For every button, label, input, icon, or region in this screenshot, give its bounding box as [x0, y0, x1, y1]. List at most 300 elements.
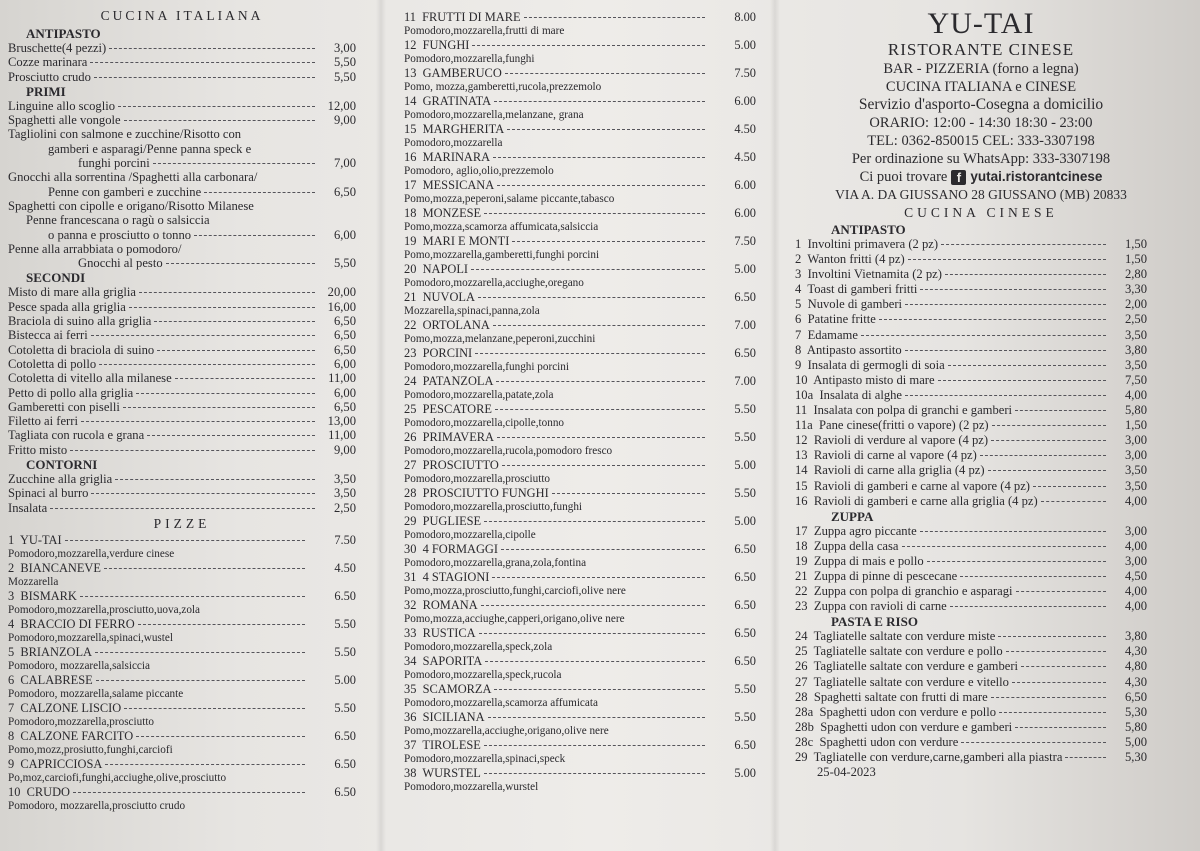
item-price: 2,50: [333, 500, 356, 515]
item-price: 5.00: [734, 38, 756, 52]
item-number: 26: [404, 430, 417, 444]
item-price: 6.50: [734, 654, 756, 668]
item-price: 5.50: [734, 402, 756, 416]
item-number: 14: [404, 94, 417, 108]
item-price: 5.50: [734, 486, 756, 500]
pizza-item: [404, 402, 756, 430]
pizza-ingredients: Mozzarella: [8, 575, 59, 588]
item-name: Spinaci al burro: [8, 486, 89, 501]
item-number: 38: [404, 766, 417, 780]
menu-item: [404, 402, 756, 416]
pizza-item: [404, 290, 756, 318]
item-price: 3,80: [1124, 629, 1147, 644]
item-name: Antipasto misto di mare: [813, 372, 935, 387]
item-price: 6.00: [734, 206, 756, 220]
item-number: 9: [795, 357, 802, 372]
contorni-list: [8, 472, 356, 515]
item-name: Zuppa agro piccante: [813, 523, 917, 538]
menu-item: [795, 282, 1147, 297]
item-price: 3,00: [333, 41, 356, 55]
restaurant-header: [795, 8, 1147, 204]
item-price: 5.00: [734, 766, 756, 780]
item-name: Prosciutto crudo: [8, 69, 91, 84]
item-name: Insalata con polpa di granchi e gamberi: [813, 403, 1013, 418]
primi-heading: PRIMI: [26, 83, 66, 99]
menu-item: [795, 403, 1147, 418]
item-number: 23: [795, 599, 808, 614]
item-number: 10a: [795, 387, 814, 402]
primi-group4-line1: Penne alla arrabbiata o pomodoro/: [8, 241, 182, 256]
menu-item: [404, 458, 756, 472]
chinese-column: [795, 8, 1147, 779]
item-name: Edamame: [807, 327, 858, 342]
menu-item: [8, 386, 356, 400]
primi-group1-line2: gamberi e asparagi/Penne panna speck e: [48, 141, 252, 156]
menu-item: [8, 99, 356, 113]
item-price: 4.50: [334, 560, 356, 575]
menu-item: [8, 41, 356, 55]
item-name: Filetto ai ferri: [8, 414, 78, 429]
item-name: Ravioli di gamberi e carne al vapore (4 pz): [813, 478, 1030, 493]
menu-item: [8, 55, 356, 69]
menu-item: [795, 358, 1147, 373]
item-number: 6: [8, 672, 15, 687]
item-name: Patatine fritte: [807, 312, 876, 327]
item-price: 6,00: [333, 356, 356, 371]
item-number: 24: [404, 374, 417, 388]
primi-list: [8, 99, 356, 128]
item-name: SICILIANA: [422, 710, 485, 724]
item-price: 4,00: [1124, 493, 1147, 508]
item-name: Petto di pollo alla griglia: [8, 385, 134, 400]
pizza-item: [404, 66, 756, 94]
item-name: MARINARA: [422, 150, 491, 164]
item-name: RUSTICA: [422, 626, 476, 640]
menu-item: [404, 10, 756, 24]
menu-item: [795, 659, 1147, 674]
item-name: MESSICANA: [422, 178, 495, 192]
item-number: 21: [404, 290, 417, 304]
whatsapp-line: Per ordinazione su WhatsApp: 333-3307198: [851, 151, 1111, 167]
item-number: 25: [795, 644, 808, 659]
menu-item: [8, 343, 356, 357]
pizza-ingredients: Pomodoro,mozzarella: [404, 137, 503, 149]
menu-item: [795, 448, 1147, 463]
item-price: 4,00: [1124, 387, 1147, 402]
pizza-item: [404, 178, 756, 206]
zuppa-heading: ZUPPA: [831, 508, 874, 524]
pizza-ingredients: Pomodoro,mozzarella,acciughe,oregano: [404, 277, 584, 289]
menu-item: [8, 486, 356, 500]
item-price: 3,00: [1124, 523, 1147, 538]
item-price: 5,30: [1124, 750, 1147, 764]
item-price: 3,50: [1124, 478, 1147, 493]
item-price: 8.00: [734, 10, 756, 24]
menu-item: [404, 346, 756, 360]
item-price: 4,50: [1124, 568, 1147, 583]
item-price: 7.50: [734, 234, 756, 248]
pizza-item: [404, 654, 756, 682]
item-name: PATANZOLA: [422, 374, 494, 388]
pizza-ingredients: Pomodoro,mozzarella,frutti di mare: [404, 25, 565, 37]
item-name: Linguine allo scoglio: [8, 98, 116, 113]
item-price: 5.00: [734, 458, 756, 472]
item-price: 7.50: [734, 66, 756, 80]
pizza-item: [8, 617, 356, 645]
menu-item: [404, 766, 756, 780]
menu-item: [8, 501, 356, 515]
pizza-ingredients: Pomo,mozza,melanzane,peperoni,zucchini: [404, 333, 596, 345]
menu-item: [8, 70, 356, 84]
item-price: 6.50: [334, 784, 356, 799]
header-line: CUCINA ITALIANA e CINESE: [885, 79, 1077, 95]
pizza-item: [404, 458, 756, 486]
item-name: CALZONE FARCITO: [20, 728, 134, 743]
item-number: 17: [795, 523, 808, 538]
item-number: 32: [404, 598, 417, 612]
item-name: Tagliatelle saltate con verdure e vitello: [813, 674, 1009, 689]
item-price: 6.50: [734, 626, 756, 640]
item-name: ROMANA: [422, 598, 478, 612]
menu-item: [8, 617, 356, 631]
item-price: 7.00: [734, 318, 756, 332]
service-line: Servizio d'asporto-Cosegna a domicilio: [858, 96, 1104, 113]
pizza-ingredients: Pomo,mozza,scamorza affumicata,salsiccia: [404, 221, 599, 233]
pizza-item: [8, 561, 356, 589]
menu-item: [404, 514, 756, 528]
item-price: 5.00: [334, 672, 356, 687]
pizza-ingredients: Pomodoro,mozzarella,cipolle: [404, 529, 536, 541]
pizza-ingredients: Pomodoro,mozzarella,verdure cinese: [8, 547, 175, 560]
item-price: 4,80: [1124, 659, 1147, 674]
pizza-ingredients: Pomo,mozz,prosiutto,funghi,carciofi: [8, 743, 173, 756]
item-name: Spaghetti udon con verdure: [819, 734, 959, 749]
pizza-ingredients: Pomodoro,mozzarella,speck,zola: [404, 641, 553, 653]
menu-item: [8, 757, 356, 771]
item-name: Zuppa con ravioli di carne: [813, 599, 947, 614]
item-name: Misto di mare alla griglia: [8, 285, 137, 300]
item-name: FUNGHI: [422, 38, 470, 52]
item-number: 19: [404, 234, 417, 248]
facebook-handle[interactable]: yutai.ristorantcinese: [970, 169, 1103, 184]
menu-item: [404, 430, 756, 444]
antipasto-list: [8, 41, 356, 84]
pizza-item: [404, 682, 756, 710]
item-name: Tagliatelle saltate con verdure miste: [813, 629, 996, 644]
item-number: 7: [795, 327, 802, 342]
item-number: 33: [404, 626, 417, 640]
item-name: NUVOLA: [422, 290, 475, 304]
item-price: 1,50: [1124, 252, 1147, 267]
menu-item: [404, 94, 756, 108]
item-price: 5.50: [334, 616, 356, 631]
pizza-ingredients: Pomodoro,mozzarella,rucola,pomodoro fresco: [404, 445, 613, 457]
antipasto-heading: ANTIPASTO: [831, 222, 906, 237]
item-price: 4,00: [1124, 538, 1147, 553]
item-number: 29: [795, 750, 808, 764]
menu-item: [404, 290, 756, 304]
item-number: 8: [8, 728, 15, 743]
item-number: 35: [404, 682, 417, 696]
facebook-icon: f: [951, 170, 966, 185]
pizza-ingredients: Pomodoro,mozzarella,patate,zola: [404, 389, 554, 401]
item-number: 5: [795, 297, 802, 312]
item-name: Wanton fritti (4 pz): [807, 252, 905, 267]
antipasto-heading: ANTIPASTO: [26, 26, 101, 41]
menu-item: [8, 400, 356, 414]
item-price: 5,00: [1124, 734, 1147, 749]
item-name: Nuvole di gamberi: [807, 297, 903, 312]
menu-item: [795, 418, 1147, 433]
menu-item: [795, 312, 1147, 327]
item-number: 13: [404, 66, 417, 80]
pizza-ingredients: Pomodoro,mozzarella,funghi porcini: [404, 361, 569, 373]
phone-numbers: TEL: 0362-850015 CEL: 333-3307198: [867, 133, 1095, 149]
item-number: 2: [8, 560, 15, 575]
paper-fold: [376, 0, 386, 851]
contorni-heading: CONTORNI: [26, 457, 98, 473]
zuppa-list: [795, 524, 1147, 615]
menu-item: [8, 314, 356, 328]
secondi-heading: SECONDI: [26, 270, 86, 286]
pizza-ingredients: Pomodoro,mozzarella,cipolle,tonno: [404, 417, 565, 429]
menu-item: [8, 589, 356, 603]
pizza-item: [404, 486, 756, 514]
menu-item: [795, 599, 1147, 614]
item-price: 3,50: [1124, 327, 1147, 342]
menu-item: [404, 682, 756, 696]
menu-item: [795, 463, 1147, 478]
item-name: YU-TAI: [19, 532, 62, 547]
paper-fold: [770, 0, 780, 851]
item-number: 23: [404, 346, 417, 360]
menu-item: [795, 267, 1147, 282]
pizza-item: [8, 533, 356, 561]
item-name: Insalata di germogli di soia: [807, 357, 945, 372]
menu-item: [795, 433, 1147, 448]
menu-item: [8, 701, 356, 715]
item-number: 12: [795, 433, 808, 448]
item-number: 11: [404, 10, 416, 24]
menu-item: [404, 570, 756, 584]
item-price: 3,00: [1124, 553, 1147, 568]
item-price: 2,80: [1124, 267, 1147, 282]
item-number: 37: [404, 738, 417, 752]
pizza-ingredients: Pomodoro, aglio,olio,prezzemolo: [404, 165, 554, 177]
item-price: 4.50: [734, 122, 756, 136]
menu-item: [404, 654, 756, 668]
item-name: Ravioli di gamberi e carne alla griglia (4 pz): [813, 493, 1038, 508]
item-price: 6.00: [734, 178, 756, 192]
item-name: Spaghetti udon con verdure e pollo: [819, 704, 997, 719]
menu-item: [795, 554, 1147, 569]
facebook-prefix: Ci puoi trovare: [859, 169, 948, 185]
menu-item: [795, 569, 1147, 584]
menu-item: [8, 645, 356, 659]
item-name: Involtini primavera (2 pz): [807, 237, 939, 251]
item-number: 8: [795, 342, 802, 357]
menu-item: [795, 735, 1147, 750]
item-name: Ravioli di carne alla griglia (4 pz): [813, 463, 985, 478]
menu-item: [404, 318, 756, 332]
pizza-item: [404, 150, 756, 178]
item-price: 6.50: [734, 738, 756, 752]
item-price: 6,50: [333, 314, 356, 329]
item-price: 7.50: [334, 532, 356, 547]
item-number: 30: [404, 542, 417, 556]
item-price: 5.50: [334, 700, 356, 715]
pizza-ingredients: Pomodoro, mozzarella,salsiccia: [8, 659, 150, 672]
pizza-item: [404, 234, 756, 262]
menu-item: [8, 533, 356, 547]
item-number: 31: [404, 570, 417, 584]
item-number: 26: [795, 659, 808, 674]
pizza-ingredients: Pomodoro, mozzarella,prosciutto crudo: [8, 799, 186, 812]
pizza-item: [8, 645, 356, 673]
item-name: MARGHERITA: [422, 122, 505, 136]
pizza-ingredients: Pomodoro,mozzarella,scamorza affumicata: [404, 697, 598, 709]
menu-item: [795, 494, 1147, 509]
pizza-ingredients: Pomo,mozzarella,gamberetti,funghi porcini: [404, 249, 600, 261]
restaurant-subtitle: RISTORANTE CINESE: [887, 40, 1075, 59]
italian-cuisine-title: CUCINA ITALIANA: [100, 8, 264, 23]
item-number: 14: [795, 463, 808, 478]
menu-item: [8, 414, 356, 428]
item-price: 6,00: [333, 385, 356, 400]
item-name: Tagliatelle con verdure,carne,gamberi alla piastra: [813, 750, 1063, 764]
item-price: 6.50: [734, 290, 756, 304]
item-price: 13,00: [327, 414, 356, 429]
item-price: 2,50: [1124, 312, 1147, 327]
item-number: 28c: [795, 734, 814, 749]
item-name: PROSCIUTTO FUNGHI: [422, 486, 549, 500]
item-name: ORTOLANA: [422, 318, 490, 332]
item-name: CALABRESE: [20, 672, 93, 687]
item-price: 12,00: [327, 98, 356, 113]
item-number: 20: [404, 262, 417, 276]
pizza-item: [8, 757, 356, 785]
item-price: 6,50: [333, 399, 356, 414]
item-name: 4 FORMAGGI: [422, 542, 498, 556]
item-number: 28b: [795, 719, 814, 734]
item-name: PROSCIUTTO: [422, 458, 499, 472]
pizza-ingredients: Pomodoro,mozzarella,grana,zola,fontina: [404, 557, 587, 569]
item-name: Spaghetti saltate con frutti di mare: [813, 689, 988, 704]
item-number: 22: [795, 584, 808, 599]
item-name: SAPORITA: [422, 654, 483, 668]
item-name: Zuppa della casa: [813, 538, 899, 553]
menu-item: [404, 150, 756, 164]
pasta-heading: PASTA E RISO: [831, 614, 918, 630]
item-number: 10: [795, 372, 808, 387]
opening-hours: ORARIO: 12:00 - 14:30 18:30 - 23:00: [869, 115, 1093, 131]
menu-item: [8, 729, 356, 743]
item-price: 5.50: [334, 644, 356, 659]
item-name: Tagliatelle saltate con verdure e pollo: [813, 644, 1003, 659]
primi-group3-line2: Penne francescana o ragù o salsiccia: [26, 213, 210, 228]
item-price: 4,30: [1124, 674, 1147, 689]
item-price: 3,50: [333, 486, 356, 501]
item-name: BISMARK: [20, 588, 77, 603]
item-name: MARI E MONTI: [422, 234, 510, 248]
pizza-ingredients: Pomodoro,mozzarella,funghi: [404, 53, 535, 65]
item-price: 3,00: [1124, 433, 1147, 448]
menu-item: [795, 297, 1147, 312]
item-name: Insalata di alghe: [819, 387, 903, 402]
item-price: 5.00: [734, 262, 756, 276]
item-price: 7.00: [734, 374, 756, 388]
menu-item: [795, 524, 1147, 539]
item-name: Cotoletta di braciola di suino: [8, 342, 155, 357]
item-name: BRIANZOLA: [20, 644, 92, 659]
menu-item: [404, 38, 756, 52]
pizza-ingredients: Pomodoro,mozzarella,prosciutto,funghi: [404, 501, 583, 513]
pizza-item: [404, 94, 756, 122]
item-price: 5,30: [1124, 704, 1147, 719]
item-name: Spaghetti udon con verdure e gamberi: [820, 719, 1013, 734]
item-number: 19: [795, 553, 808, 568]
item-number: 15: [795, 478, 808, 493]
menu-item: [404, 598, 756, 612]
menu-item: Penne con gamberi e zucchine 6,50: [48, 184, 356, 199]
item-number: 27: [795, 674, 808, 689]
item-price: 20,00: [327, 285, 356, 300]
pizza-item: [404, 710, 756, 738]
menu-item: [8, 285, 356, 299]
item-name: PESCATORE: [422, 402, 492, 416]
item-price: 5,80: [1124, 719, 1147, 734]
menu-item: [404, 486, 756, 500]
item-price: 4,30: [1124, 644, 1147, 659]
item-price: 3,00: [1124, 448, 1147, 463]
pizza-ingredients: Pomodoro,mozzarella,speck,rucola: [404, 669, 562, 681]
menu-item: [404, 178, 756, 192]
menu-item: [795, 644, 1147, 659]
pasta-list: [795, 629, 1147, 765]
item-price: 6.50: [334, 728, 356, 743]
item-number: 2: [795, 252, 802, 267]
item-name: FRUTTI DI MARE: [422, 10, 521, 24]
pizza-ingredients: Pomodoro,mozzarella,prosciutto,uova,zola: [8, 603, 200, 616]
menu-item: [795, 690, 1147, 705]
pizza-ingredients: Pomo,mozza,peperoni,salame piccante,tabasco: [404, 193, 615, 205]
item-price: 5.00: [734, 514, 756, 528]
primi-group3-line1: Spaghetti con cipolle e origano/Risotto Milanese: [8, 198, 254, 213]
pizza-ingredients: Pomodoro,mozzarella,melanzane, grana: [404, 109, 584, 121]
pizza-ingredients: Po,moz,carciofi,funghi,acciughe,olive,prosciutto: [8, 771, 227, 784]
menu-item: [404, 542, 756, 556]
item-name: Cozze marinara: [8, 55, 88, 70]
item-name: GRATINATA: [422, 94, 492, 108]
item-price: 5.50: [734, 682, 756, 696]
item-number: 36: [404, 710, 417, 724]
facebook-line: [815, 168, 1147, 186]
item-price: 11,00: [328, 428, 356, 443]
item-name: Spaghetti alle vongole: [8, 113, 121, 128]
pizza-item: [404, 598, 756, 626]
item-price: 6,50: [333, 328, 356, 343]
item-number: 6: [795, 312, 802, 327]
pizza-ingredients: Pomodoro,mozzarella,spinaci,speck: [404, 753, 566, 765]
item-number: 11a: [795, 418, 813, 433]
item-price: 3,50: [1124, 463, 1147, 478]
item-price: 3,30: [1124, 282, 1147, 297]
menu-item: Gnocchi al pesto 5,50: [78, 256, 356, 271]
menu-item: [404, 738, 756, 752]
item-price: 3,50: [333, 472, 356, 487]
item-price: 5,50: [333, 55, 356, 70]
pizze-heading: PIZZE: [153, 515, 211, 531]
